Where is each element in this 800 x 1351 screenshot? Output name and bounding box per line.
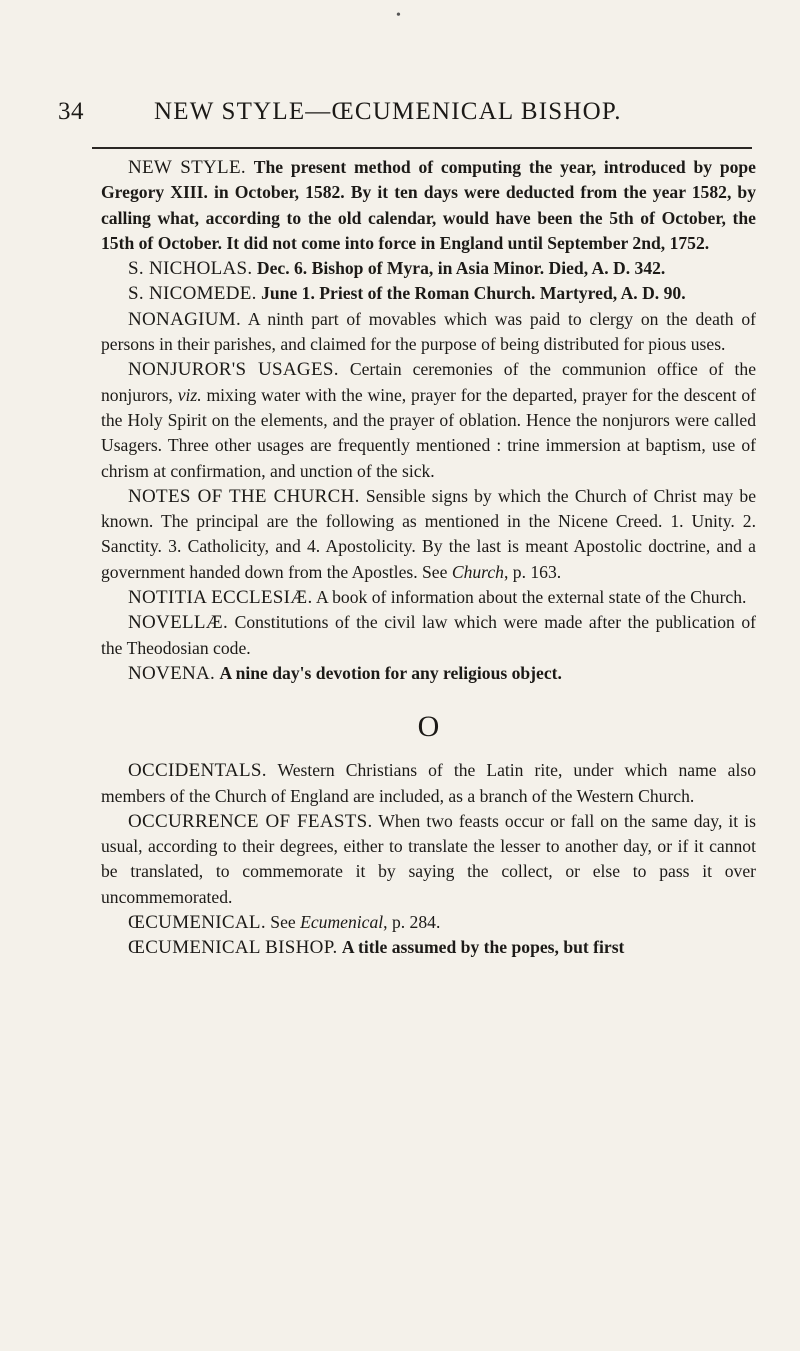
entry-definition: A title assumed by the popes, but first: [341, 937, 625, 958]
entry-nonagium: [101, 307, 756, 358]
entry-novellae: [101, 610, 756, 661]
glossary-body: [101, 155, 756, 961]
entry-oecumenical-bishop: [101, 935, 756, 960]
entry-definition: A ninth part of movables which was paid to clergy on the death of persons in their parishes, and claimed for the purpose of being distributed for pious uses.: [101, 308, 756, 355]
entry-s-nicomede: [101, 281, 756, 306]
entry-term: OCCURRENCE OF FEASTS.: [128, 810, 373, 832]
entry-term: NOTITIA ECCLESIÆ.: [128, 587, 313, 609]
cross-reference: Ecumenical: [300, 912, 384, 933]
running-title: NEW STYLE—ŒCUMENICAL BISHOP.: [154, 98, 622, 125]
page-number: 34: [58, 98, 84, 125]
entry-definition: A book of information about the external state of the Church.: [315, 587, 747, 608]
entry-term: NOVENA.: [128, 662, 216, 684]
entry-definition: A nine day's devotion for any religious object.: [219, 662, 562, 683]
entry-occurrence-of-feasts: [101, 809, 756, 910]
entry-definition: Sensible signs by which the Church of Christ may be known. The principal are the following as mentioned in the Nicene Creed. 1. Unity. 2. Sanctity. 3. Catholicity, and 4. Apostolicity. By the last is meant Apostolic doctrine, and a government handed down from the Apostles. See: [101, 485, 757, 582]
entry-new-style: [101, 155, 756, 256]
cross-reference: Church: [451, 561, 504, 582]
entry-term: NEW STYLE.: [128, 157, 246, 178]
entry-oecumenical: [101, 910, 756, 935]
entry-term: NOTES OF THE CHURCH.: [128, 485, 360, 507]
entry-definition: June 1. Priest of the Roman Church. Martyred, A. D. 90.: [261, 283, 686, 304]
entry-definition-cont: , p. 284.: [383, 912, 441, 933]
entry-novena: [101, 661, 756, 686]
entry-definition: See: [270, 912, 296, 933]
entry-notes-of-the-church: [101, 484, 756, 585]
entry-definition: Dec. 6. Bishop of Myra, in Asia Minor. Died, A. D. 342.: [256, 258, 666, 279]
entry-term: S. NICHOLAS.: [128, 258, 253, 280]
printer-mark: •: [396, 8, 401, 23]
entry-term: S. NICOMEDE.: [128, 283, 257, 305]
entry-term: ŒCUMENICAL BISHOP.: [128, 937, 338, 959]
entry-viz: viz.: [177, 384, 202, 405]
entry-term: NONAGIUM.: [128, 308, 241, 330]
entry-nonjurors-usages: [101, 357, 756, 483]
entry-definition: Constitutions of the civil law which were made after the publication of the Theodosian code.: [101, 612, 756, 658]
header-rule: [92, 147, 752, 149]
entry-definition: When two feasts occur or fall on the same day, it is usual, according to their degrees, either to translate the lesser to another day, or if it cannot be translated, to commemorate it by saying the collect, or else to pass it over uncommemorated.: [101, 810, 756, 907]
section-letter: O: [417, 710, 440, 744]
entry-term: NONJUROR'S USAGES.: [128, 359, 339, 381]
entry-notitia-ecclesiae: [101, 585, 756, 610]
entry-definition: Certain ceremonies of the communion office of the nonjurors,: [101, 359, 756, 405]
entry-definition: Western Christians of the Latin rite, under which name also members of the Church of England are included, as a branch of the Western Church.: [101, 760, 756, 806]
entry-term: NOVELLÆ.: [128, 612, 229, 634]
entry-term: ŒCUMENICAL.: [128, 912, 266, 934]
entry-term: OCCIDENTALS.: [128, 760, 267, 782]
entry-definition-cont: mixing water with the wine, prayer for the departed, prayer for the descent of the Holy Spirit on the elements, and the prayer of oblation. Hence the nonjurors were called Usagers. Three other usages are frequently mentioned : trine immersion at baptism, use of chrism at confirmation, and unction of the sick.: [101, 384, 756, 481]
entry-definition-cont: , p. 163.: [503, 561, 562, 582]
entry-s-nicholas: [101, 256, 756, 281]
entry-definition: The present method of computing the year, introduced by pope Gregory XIII. in October, 1582. By it ten days were deducted from the year 1582, by calling what, according to the old calendar, would have been the 5th of October, the 15th of October. It did not come into force in England until September 2nd, 1752.: [101, 157, 756, 253]
running-head: [58, 98, 748, 138]
entry-occidentals: [101, 758, 756, 809]
